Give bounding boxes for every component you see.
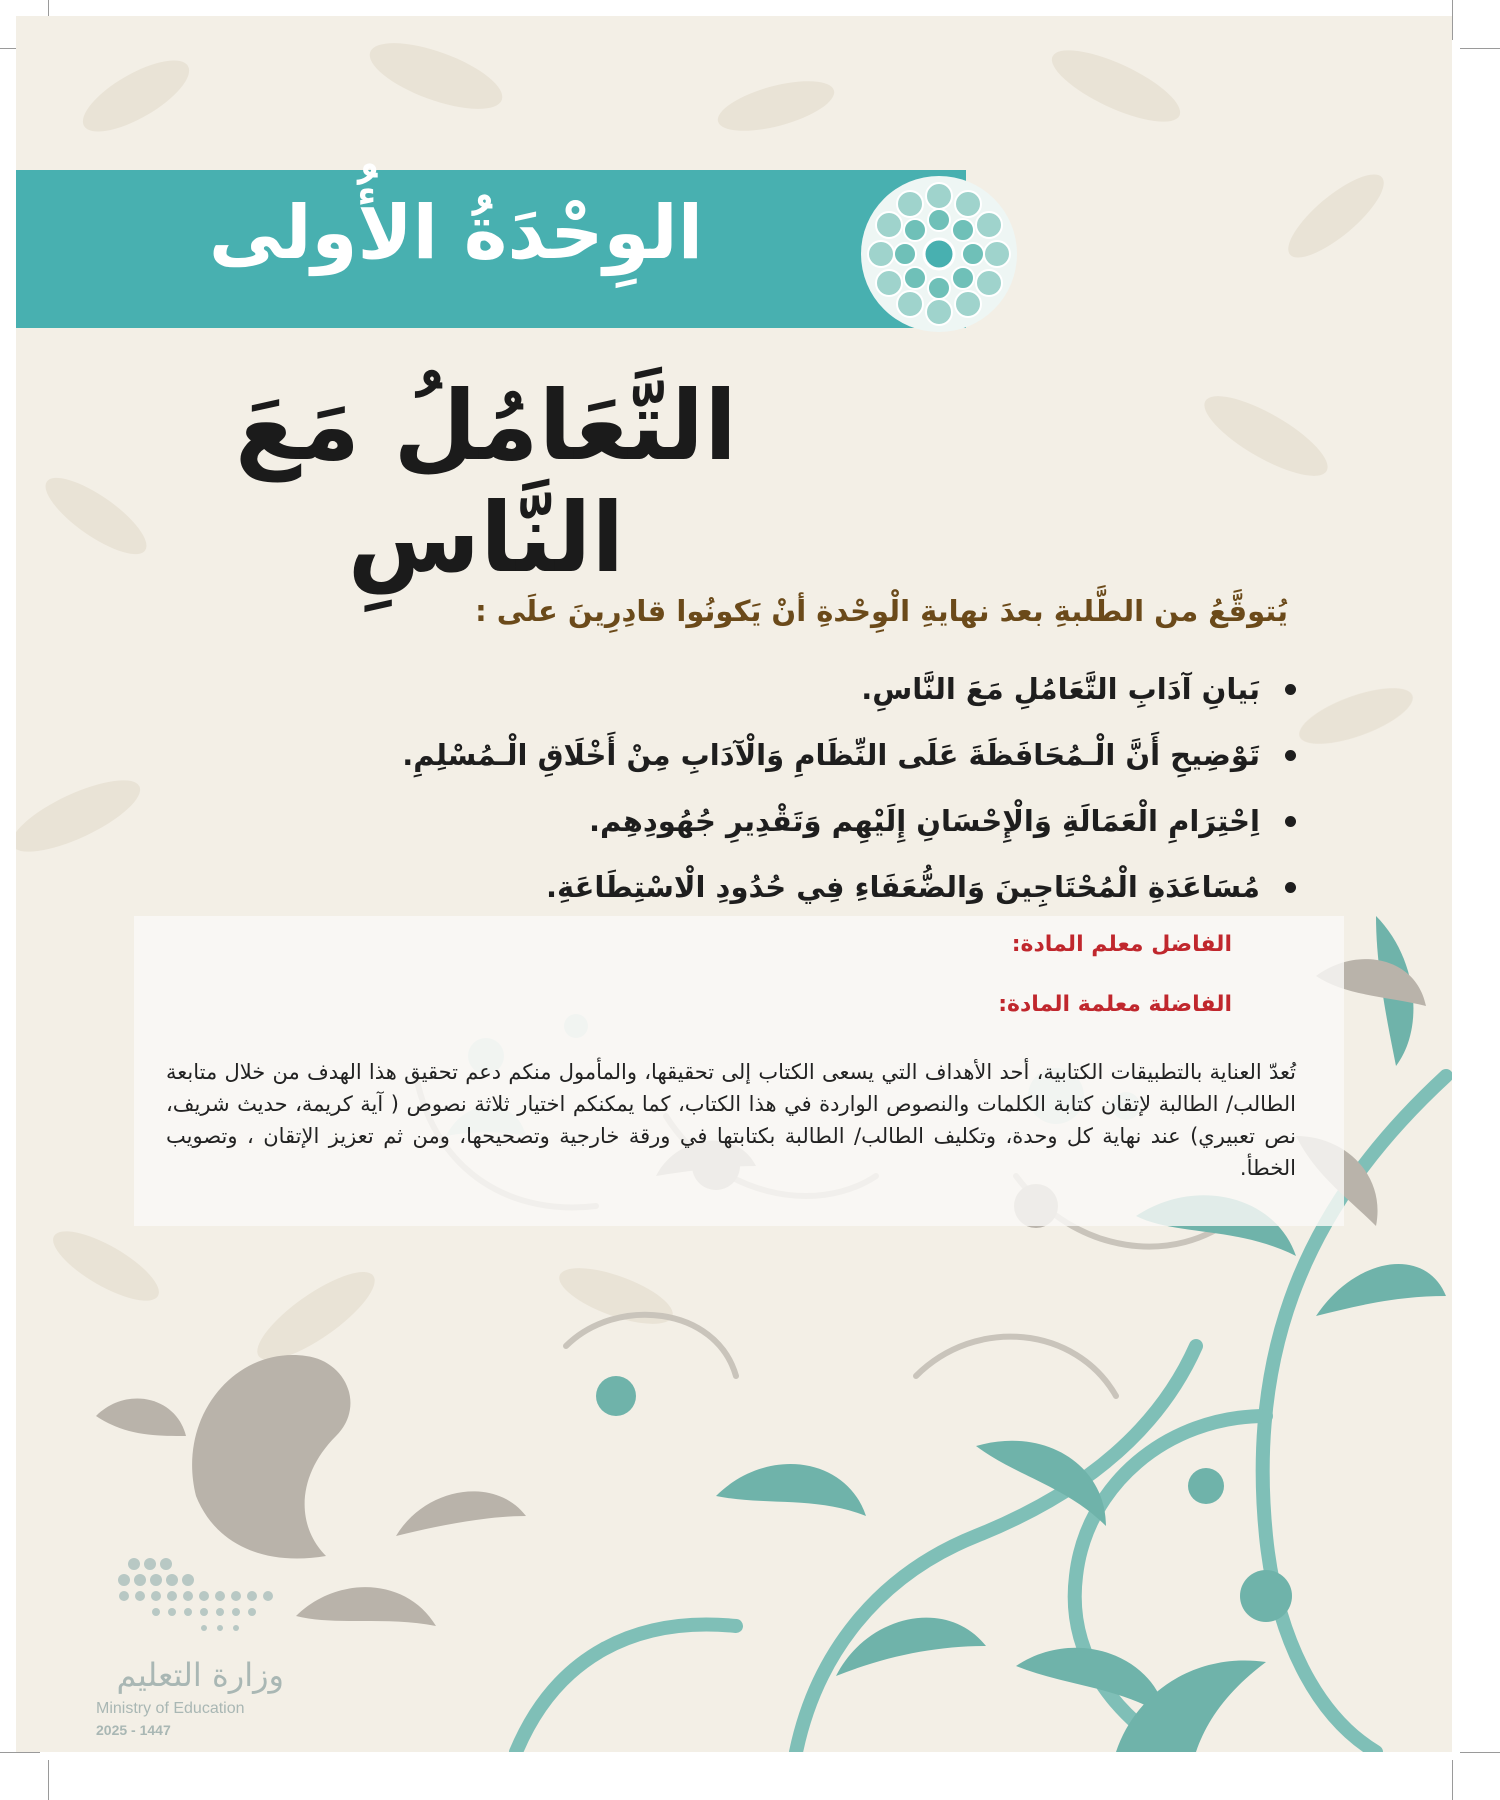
list-item: اِحْتِرَامِ الْعَمَالَةِ وَالْإِحْسَانِ إِلَيْهِم وَتَقْدِيرِ جُهُودِهِم. [402,788,1302,854]
crop-mark [1452,1760,1453,1800]
bullet-icon [1285,882,1296,893]
crop-mark [48,1760,49,1800]
crop-mark [1460,1752,1500,1753]
crop-mark [0,1752,40,1753]
ministry-logo-icon [94,1550,294,1650]
list-item: تَوْضِيحِ أَنَّ الْـمُحَافَظَةَ عَلَى النِّظَامِ وَالْآدَابِ مِنْ أَخْلَاقِ الْـمُسْلِمِ. [402,722,1302,788]
bullet-icon [1285,750,1296,761]
unit-title: التَّعَامُلُ مَعَ النَّاسِ [235,370,737,594]
unit-label: الوِحْدَةُ الأُولى [208,190,704,276]
male-teacher-heading: الفاضل معلم المادة: [1011,932,1232,957]
edition-year: 2025 - 1447 [96,1722,171,1738]
ministry-name-arabic: وزارة التعليم [116,1656,284,1694]
female-teacher-heading: الفاضلة معلمة المادة: [998,992,1232,1017]
rosette-icon [859,174,1019,334]
textbook-page [16,16,1452,1752]
bullet-icon [1285,816,1296,827]
crop-mark [1452,0,1453,40]
crop-mark [1460,48,1500,49]
bullet-icon [1285,684,1296,695]
teacher-note-body: تُعدّ العناية بالتطبيقات الكتابية، أحد الأهداف التي يسعى الكتاب إلى تحقيقها، والمأمول منكم دعم تحقيق هذا الهدف من خلال متابعة الطالب/ الطالبة لإتقان كتابة الكلمات والنصوص الواردة في هذا الكتاب، كما يمكنكم اختيار ثلاثة نصوص ( آية كريمة، حديث شريف، نص تعبيري) عند نهاية كل وحدة، وتكليف الطالب/ الطالبة بكتابتها في ورقة خارجية وتصحيحها، ومن ثم تعزيز الإتقان ، وتصويب الخطأ. [166,1060,1296,1180]
list-item: مُسَاعَدَةِ الْمُحْتَاجِينَ وَالضُّعَفَاءِ فِي حُدُودِ الْاسْتِطَاعَةِ. [402,854,1302,920]
ministry-name-english: Ministry of Education [96,1700,245,1717]
objectives-list [402,656,1302,920]
objectives-intro: يُتوقَّعُ من الطَّلبةِ بعدَ نهايةِ الْوِحْدةِ أنْ يَكونُوا قادِرِينَ علَى : [475,594,1288,628]
list-item: بَيانِ آدَابِ التَّعَامُلِ مَعَ النَّاسِ. [402,656,1302,722]
